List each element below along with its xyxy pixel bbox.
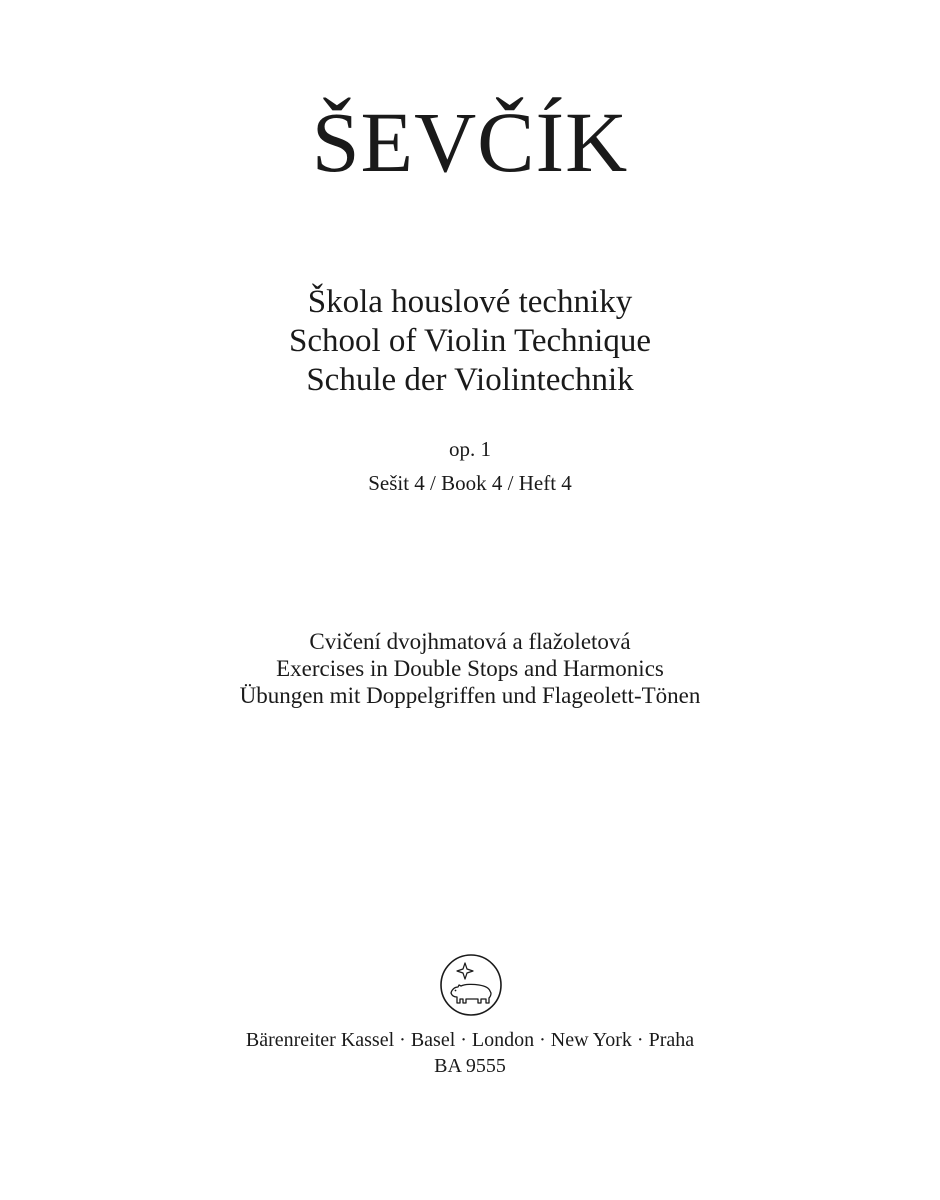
opus-number: op. 1 bbox=[449, 437, 491, 461]
work-titles bbox=[0, 283, 940, 400]
composer-name: ŠEVČÍK bbox=[311, 94, 629, 190]
title-czech: Škola houslové techniky bbox=[307, 284, 633, 320]
title-german: Schule der Violintechnik bbox=[306, 362, 634, 398]
subtitle-english: Exercises in Double Stops and Harmonics bbox=[276, 656, 664, 681]
title-english: School of Violin Technique bbox=[288, 323, 652, 359]
book-number: Sešit 4 / Book 4 / Heft 4 bbox=[368, 471, 572, 495]
subtitle-czech: Cvičení dvojhmatová a flažoletová bbox=[309, 629, 631, 654]
publisher-line: Bärenreiter Kassel · Basel · London · New York · Praha bbox=[245, 1029, 695, 1051]
baerenreiter-bear-star-logo-icon bbox=[439, 953, 503, 1017]
work-subtitles bbox=[0, 628, 940, 709]
catalog-number: BA 9555 bbox=[434, 1055, 506, 1077]
subtitle-german: Übungen mit Doppelgriffen und Flageolett-Tönen bbox=[239, 683, 701, 708]
